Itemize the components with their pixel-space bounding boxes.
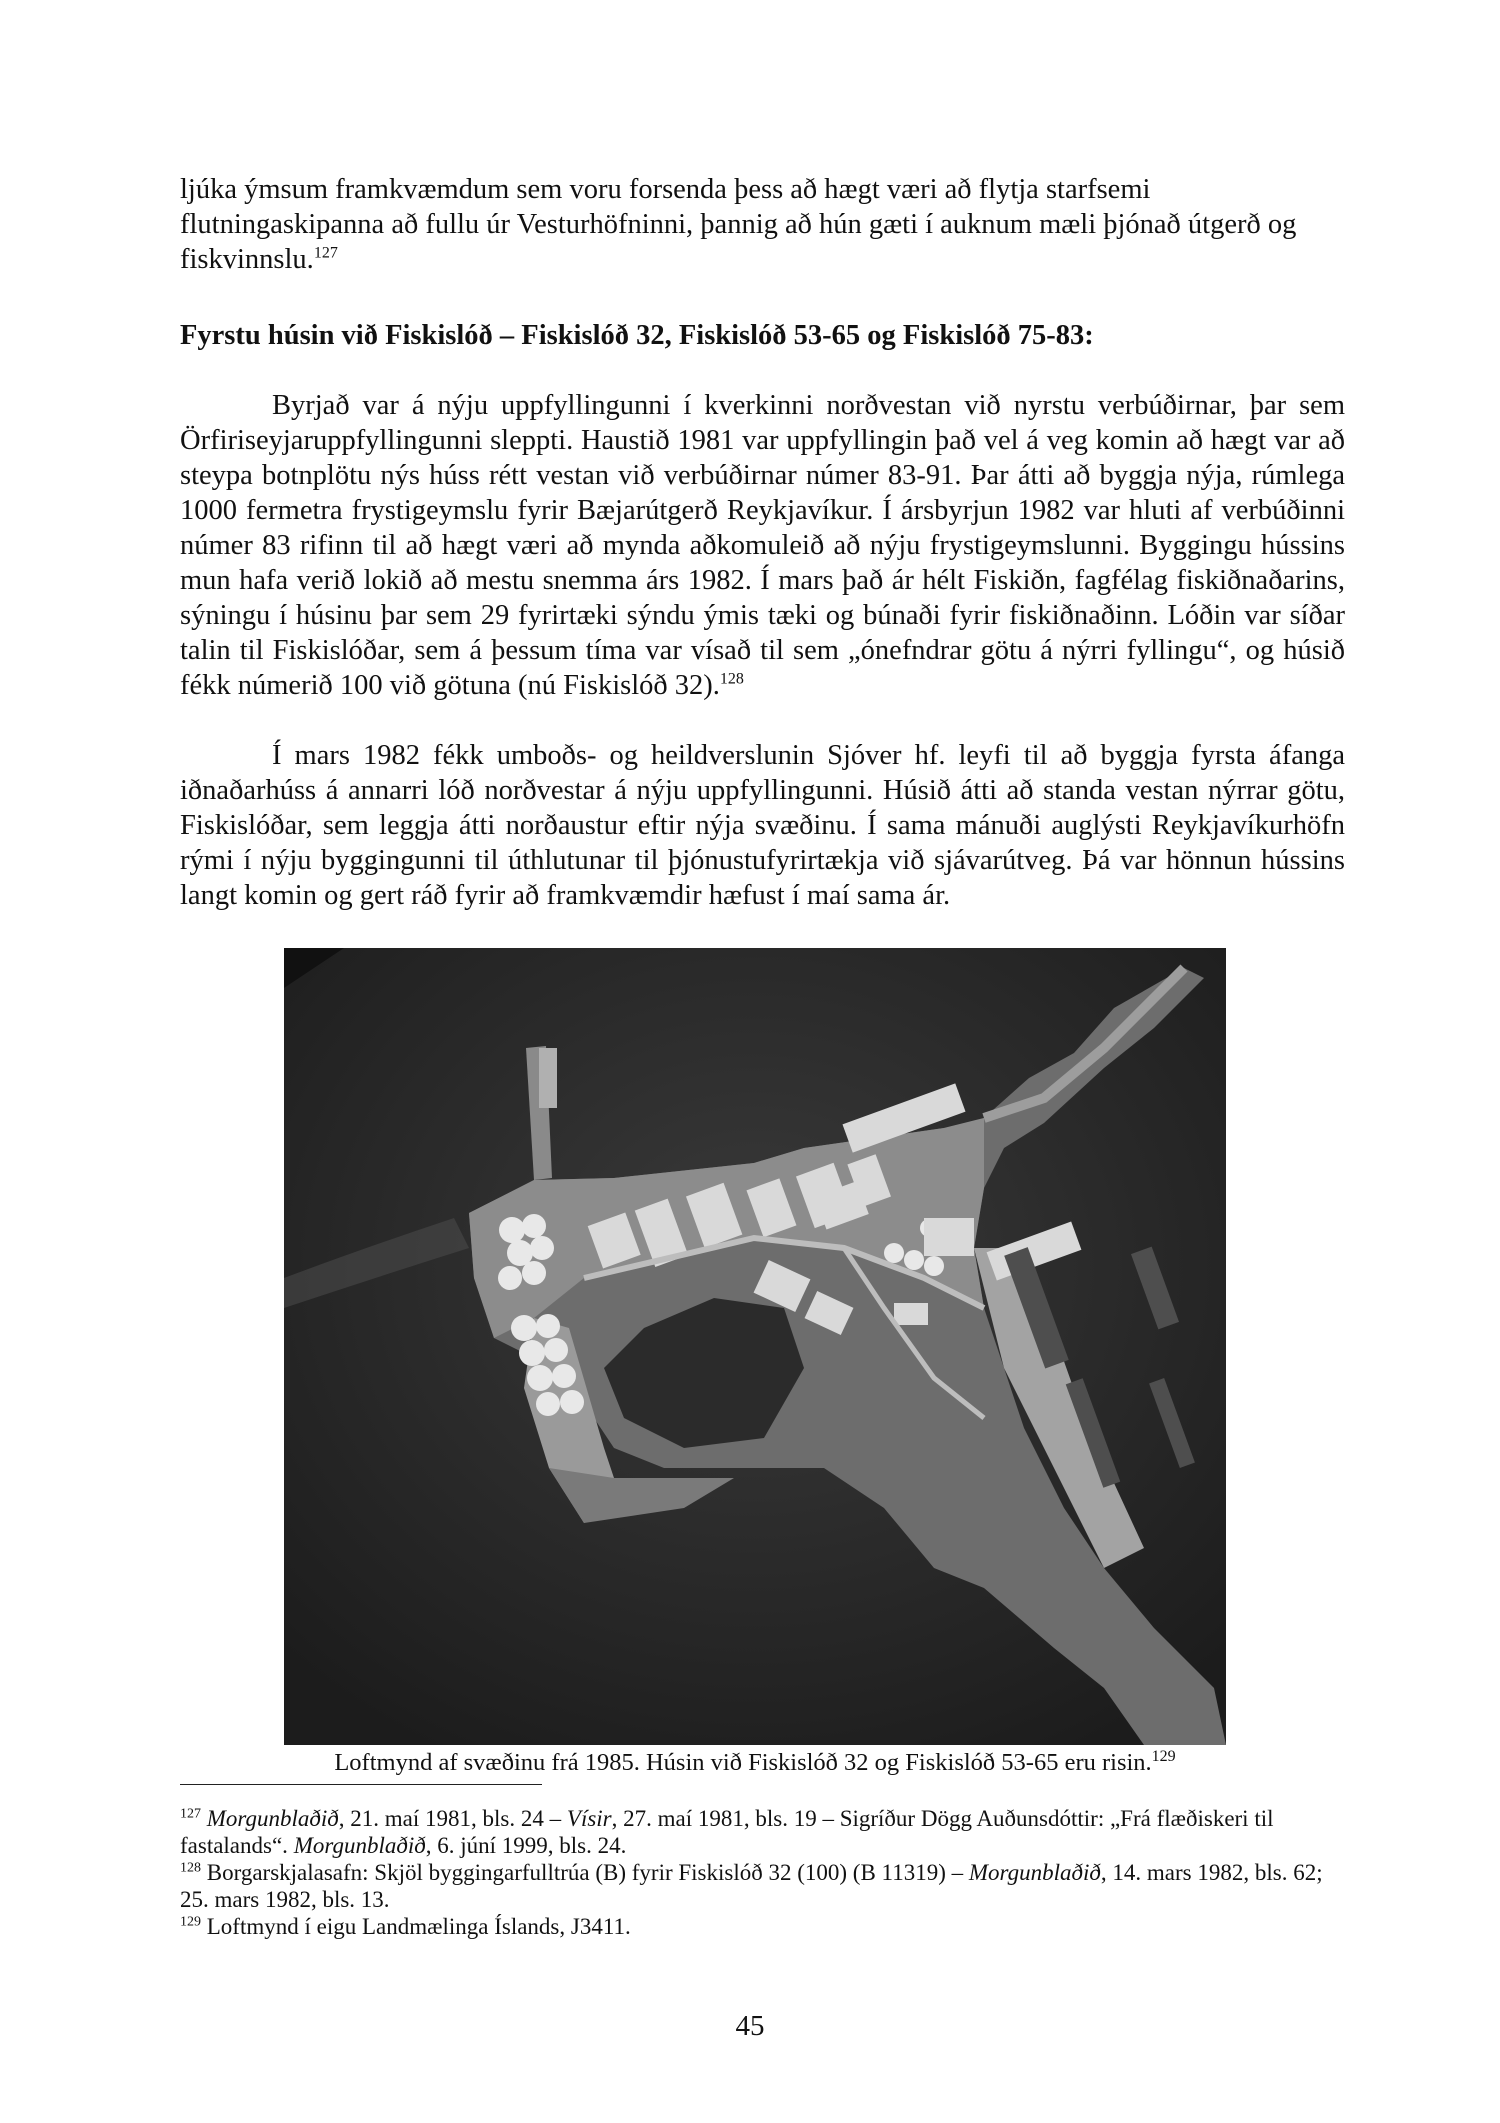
footnote-text: Borgarskjalasafn: Skjöl byggingarfulltrúa (B) fyrir Fiskislóð 32 (100) (B 11319) – [206,1860,969,1885]
aerial-photo [284,948,1226,1745]
footnote-text: , 21. maí 1981, bls. 24 – [338,1806,567,1831]
footnote-source-title: Morgunblaðið [206,1806,339,1831]
body-paragraph-1 [180,388,1345,703]
footnote-number: 128 [180,1860,201,1876]
intro-text: ljúka ýmsum framkvæmdum sem voru forsenda þess að hægt væri að flytja starfsemi flutningaskipanna að fullu úr Vesturhöfninni, þannig að hún gæti í auknum mæli þjónað útgerð og fiskvinnslu. [180,174,1297,275]
footnote-ref-127[interactable]: 127 [313,244,338,262]
page-number: 45 [735,2010,765,2042]
footnote-text: Loftmynd í eigu Landmælinga Íslands, J3411. [206,1914,631,1939]
footnote-source-title: Morgunblaðið [293,1833,426,1858]
paragraph-1-text: Byrjað var á nýju uppfyllingunni í kverkinni norðvestan við nyrstu verbúðirnar, þar sem Örfiriseyjaruppfyllingunni sleppti. Haustið 1981 var uppfyllingin það vel á veg komin að hægt var að steypa botnplötu nýs húss rétt vestan við verbúðirnar númer 83-91. Þar átti að byggja nýja, rúmlega 1000 fermetra frystigeymslu fyrir Bæjarútgerð Reykjavíkur. Í ársbyrjun 1982 var hluti af verbúðinni númer 83 rifinn til að hægt væri að mynda aðkomuleið að nýju frystigeymslunni. Byggingu hússins mun hafa verið lokið að mestu snemma árs 1982. Í mars það ár hélt Fiskiðn, fagfélag fiskiðnaðarins, sýningu í húsinu þar sem 29 fyrirtæki sýndu ýmis tæki og búnaði fyrir fiskiðnaðinn. Lóðin var síðar talin til Fiskislóðar, sem á þessum tíma var vísað til sem „ónefndrar götu á nýrri fyllingu“, og húsið fékk númerið 100 við götuna (nú Fiskislóð 32). [180,390,1345,701]
footnote-number: 129 [180,1914,201,1930]
footnote-129 [180,1913,1340,1940]
footnote-ref-129[interactable]: 129 [1151,1747,1176,1765]
footnote-ref-128[interactable]: 128 [719,670,744,688]
figure-caption-text: Loftmynd af svæðinu frá 1985. Húsin við Fiskislóð 32 og Fiskislóð 53-65 eru risin. [334,1749,1152,1776]
intro-paragraph [180,172,1345,277]
footnote-text: , 14. mars 1982, bls. 62; 25. mars 1982, bls. 13. [180,1860,1323,1912]
figure-caption [284,1748,1226,1778]
footnote-127 [180,1805,1340,1859]
footnote-text: , 6. júní 1999, bls. 24. [425,1833,627,1858]
section-heading: Fyrstu húsin við Fiskislóð – Fiskislóð 32, Fiskislóð 53-65 og Fiskislóð 75-83: [180,320,1094,351]
footnotes [180,1805,1340,1940]
footnote-separator [180,1784,542,1785]
paragraph-2-text: Í mars 1982 fékk umboðs- og heildverslunin Sjóver hf. leyfi til að byggja fyrsta áfanga iðnaðarhúss á annarri lóð norðvestar á nýju uppfyllingunni. Húsið átti að standa vestan nýrrar götu, Fiskislóðar, sem leggja átti norðaustur eftir nýja svæðinu. Í sama mánuði auglýsti Reykjavíkurhöfn rými í nýju byggingunni til úthlutunar til þjónustufyrirtækja við sjávarútveg. Þá var hönnun hússins langt komin og gert ráð fyrir að framkvæmdir hæfust í maí sama ár. [180,740,1345,911]
aerial-photo-illustration [284,948,1226,1745]
footnote-source-title: Morgunblaðið [968,1860,1101,1885]
footnote-text: , 27. maí 1981, bls. 19 – Sigríður Dögg Auðunsdóttir: „Frá flæðiskeri til fastalands“. [180,1806,1274,1858]
footnote-source-title: Vísir [566,1806,612,1831]
footnote-128 [180,1859,1340,1913]
body-paragraph-2 [180,738,1345,913]
footnote-number: 127 [180,1806,201,1822]
